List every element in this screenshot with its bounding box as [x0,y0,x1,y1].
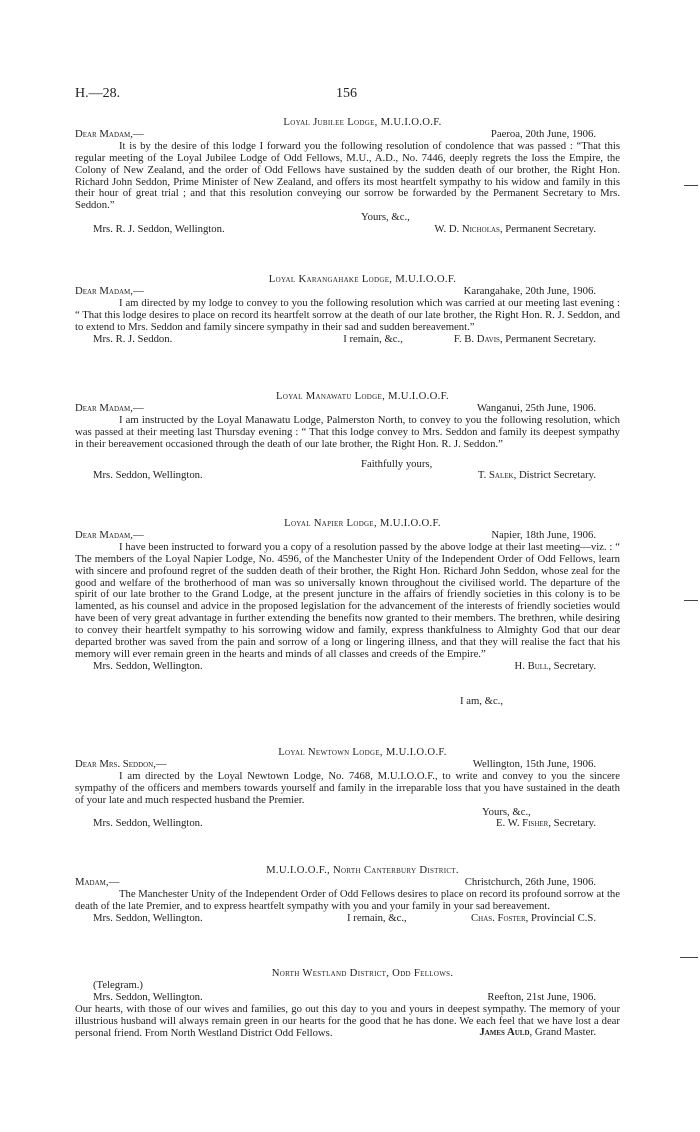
addressee: Mrs. Seddon, Wellington. [93,469,203,482]
letter-body: I am directed by my lodge to convey to you the following resolution which was carried at our meeting last evening : “ That this lodge desires to place on record its heartfelt sorrow at the death of our late brother, the Right Hon. R. J. Seddon, and to extend to Mrs. Seddon and family sincere sympathy in their sad and sudden bereavement.” [75,296,620,333]
letter-body: The Manchester Unity of the Independent Order of Odd Fellows desires to place on record its profound sorrow at the death of the late Premier, and to express heartfelt sympathy with you and your family in your sad bereavement. [75,887,620,912]
place-date: Paeroa, 20th June, 1906. [490,127,596,140]
addressee: Mrs. Seddon, Wellington. [93,990,203,1003]
place-date: Christchurch, 26th June, 1906. [464,875,596,888]
letter-title: Loyal Napier Lodge, M.U.I.O.O.F. [284,517,441,529]
signature-row [75,224,620,236]
letter-newtown-lodge [75,747,620,830]
signer-role: , Secretary. [548,659,596,672]
place-date: Napier, 18th June, 1906. [491,528,596,541]
closing: I remain, &c., [343,332,403,345]
signature-row [75,818,620,830]
letter-jubilee-lodge [75,117,620,236]
salutation: Madam,— [75,875,120,888]
letter-north-canterbury [75,865,620,925]
scan-mark [684,185,698,186]
signature [434,224,596,236]
closing: Yours, &c., [482,805,531,818]
place-date: Wellington, 15th June, 1906. [472,757,596,770]
scan-mark [684,600,698,601]
signature-row [75,334,620,346]
letter-title: Loyal Karangahake Lodge, M.U.I.O.O.F. [268,273,457,285]
addressee-row [75,992,620,1004]
signer: James Auld [479,1026,530,1039]
letter-title: Loyal Newtown Lodge, M.U.I.O.O.F. [278,746,447,758]
salutation: Dear Mrs. Seddon,— [75,757,167,770]
letter-north-westland [75,968,620,1039]
letter-title: M.U.I.O.O.F., North Canterbury District. [266,864,459,876]
salutation: Dear Madam,— [75,528,144,541]
signature [471,913,596,925]
letter-manawatu-lodge [75,391,620,482]
letter-body: I have been instructed to forward you a copy of a resolution passed by the above lodge at their last meeting—viz. : “ The members of the Loyal Napier Lodge, No. 4596, of the Manchester Unity of the Independent Order of Odd Fellows, learn with sincere and profound regret of the sudden death of their brother, the Right Hon. Richard John Seddon, whose zeal for the good and welfare of the brotherhood of man was so universally known throughout the civilised world. The departure of the spirit of our late brother to the Grand Lodge, at the present juncture in the affairs of friendly societies in this colony is to be lamented, as his counsel and advice in the proposed legislation for the advancement of the interests of friendly societies would have been of very great advantage in further extending the benefits now granted to their members. The brethren, while desiring to convey their heartfelt sympathy to his sorrowing widow and family, express thankfulness to Almighty God that our dear departed brother was saved from the pain and sorrow of a long or lingering illness, and that they will realise the fact that his memory will ever remain green in the hearts and minds of all classes and creeds of the Empire.” [75,540,620,660]
signer: Chas. Foster [471,911,526,924]
letter-title: Loyal Manawatu Lodge, M.U.I.O.O.F. [276,390,449,402]
place-date: Wanganui, 25th June, 1906. [476,401,596,414]
addressee: Mrs. Seddon, Wellington. [93,817,203,830]
letter-karangahake-lodge [75,274,620,345]
signer: W. D. Nicholas [434,223,500,236]
scan-mark [680,957,698,958]
signature-row [75,661,620,673]
addressee: Mrs. R. J. Seddon, Wellington. [93,223,225,236]
salutation: Dear Madam,— [75,401,144,414]
closing: Yours, &c., [361,211,410,224]
telegram-note: (Telegram.) [93,978,143,991]
letter-body: It is by the desire of this lodge I forward you the following resolution of condolence that was passed : “That this regular meeting of the Loyal Jubilee Lodge of Odd Fellows, M.U., A.D., No. 7446, deeply regrets the loss the Empire, the Colony of New Zealand, and the order of Odd Fellows have sustained by the sudden death of our brother, the Right Hon. Richard John Seddon, Prime Minister of New Zealand, and offers its most heartfelt sympathy to his widow and family in this their hour of great trial ; and that this resolution conveying our sorrow be forwarded by the Permanent Secretary to Mrs. Seddon.” [75,139,620,212]
signer-role: , Provincial C.S. [525,911,596,924]
place-date: Reefton, 21st June, 1906. [487,990,596,1003]
document-reference: H.—28. [75,86,121,101]
letter-napier-lodge [75,517,620,707]
closing: I am, &c., [460,695,504,707]
letter-title: Loyal Jubilee Lodge, M.U.I.O.O.F. [283,116,442,128]
addressee: Mrs. Seddon, Wellington. [93,659,203,672]
signer-role: , Secretary. [548,817,596,830]
letter-body: I am directed by the Loyal Newtown Lodge, No. 7468, M.U.I.O.O.F., to write and convey to you the sincere sympathy of the officers and members towards yourself and family in the irreparable loss that you have sustained in the death of your late and much respected husband the Premier. [75,769,620,806]
signature [496,818,596,830]
letter-title: North Westland District, Odd Fellows. [271,967,454,979]
salutation: Dear Madam,— [75,127,144,140]
signature-row [75,470,620,482]
addressee: Mrs. R. J. Seddon. [93,332,173,345]
signer: F. B. Davis [453,332,500,345]
signature [515,661,596,673]
closing: I remain, &c., [347,911,407,924]
letter-body: Our hearts, with those of our wives and families, go out this day to you and yours in deepest sympathy. The memory of your illustrious husband will always remain green in our hearts for the good that he has done. We each feel that we have lost a dear personal friend. From North Westland District Odd Fellows. [75,1002,620,1039]
closing: Faithfully yours, [361,457,433,470]
signature [478,470,596,482]
signer: H. Bull [514,659,549,672]
signer-role: , Grand Master. [529,1026,596,1039]
place-date: Karangahake, 20th June, 1906. [463,284,596,297]
signer: E. W. Fisher [496,817,549,830]
addressee: Mrs. Seddon, Wellington. [93,911,203,924]
salutation: Dear Madam,— [75,284,144,297]
signer-role: , Permanent Secretary. [499,223,596,236]
signature [454,334,596,346]
signer-role: , District Secretary. [513,469,596,482]
page-number: 156 [336,86,357,101]
letter-body: I am instructed by the Loyal Manawatu Lodge, Palmerston North, to convey to you the following resolution, which was passed at their meeting last Thursday evening : “ That this lodge convey to Mrs. Seddon and family its deepest sympathy in their bereavement occasioned through the death of our late brother, the Right Hon. R. J. Seddon.” [75,413,620,450]
signer-role: , Permanent Secretary. [499,332,596,345]
signer: T. Salek [477,469,514,482]
signature-row [75,913,620,925]
